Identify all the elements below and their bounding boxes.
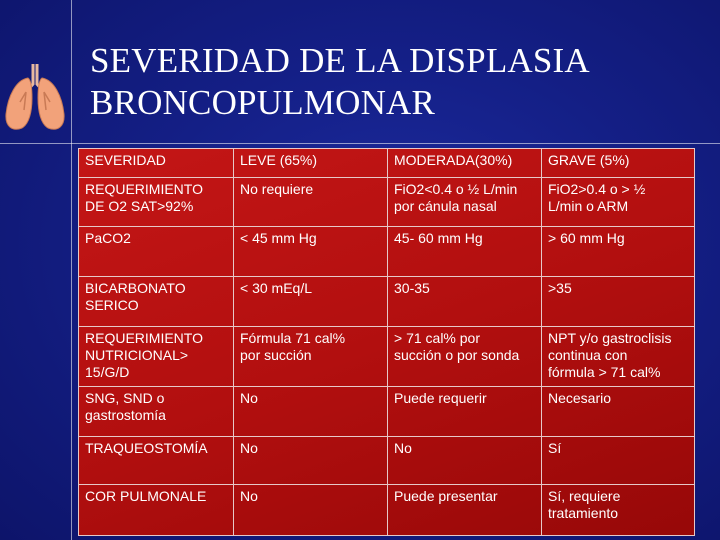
header-cell: GRAVE (5%) xyxy=(542,149,695,178)
table-cell: Puede presentar xyxy=(388,485,542,536)
table-cell: TRAQUEOSTOMÍA xyxy=(79,437,234,485)
table-cell: COR PULMONALE xyxy=(79,485,234,536)
severity-table xyxy=(78,148,694,535)
table-cell: > 71 cal% por succión o por sonda xyxy=(388,327,542,387)
table-cell: < 30 mEq/L xyxy=(234,277,388,327)
header-cell: SEVERIDAD xyxy=(79,149,234,178)
table-row xyxy=(79,327,695,387)
table-row xyxy=(79,437,695,485)
table-cell: FiO2<0.4 o ½ L/min por cánula nasal xyxy=(388,178,542,227)
table-cell: No xyxy=(388,437,542,485)
table-cell: SNG, SND o gastrostomía xyxy=(79,387,234,437)
table-cell: < 45 mm Hg xyxy=(234,227,388,277)
slide-title xyxy=(90,40,690,124)
vertical-divider-line xyxy=(71,0,72,540)
header-cell: MODERADA(30%) xyxy=(388,149,542,178)
title-line-2: BRONCOPULMONAR xyxy=(90,83,436,122)
table-cell: Fórmula 71 cal% por succión xyxy=(234,327,388,387)
table-cell: No xyxy=(234,485,388,536)
table-row xyxy=(79,227,695,277)
table-cell: REQUERIMIENTO NUTRICIONAL> 15/G/D xyxy=(79,327,234,387)
table-cell: 45- 60 mm Hg xyxy=(388,227,542,277)
table-cell: No xyxy=(234,437,388,485)
horizontal-divider-line xyxy=(0,143,720,144)
table-cell: NPT y/o gastroclisis continua con fórmula > 71 cal% xyxy=(542,327,695,387)
table-cell: >35 xyxy=(542,277,695,327)
lungs-icon xyxy=(2,62,68,138)
table-cell: REQUERIMIENTO DE O2 SAT>92% xyxy=(79,178,234,227)
table-row xyxy=(79,178,695,227)
table-header-row xyxy=(79,149,695,178)
table-cell: Necesario xyxy=(542,387,695,437)
table-cell: Puede requerir xyxy=(388,387,542,437)
table-cell: BICARBONATO SERICO xyxy=(79,277,234,327)
table-cell: Sí xyxy=(542,437,695,485)
table-cell: FiO2>0.4 o > ½ L/min o ARM xyxy=(542,178,695,227)
table-row xyxy=(79,277,695,327)
table-cell: 30-35 xyxy=(388,277,542,327)
table-cell: Sí, requiere tratamiento xyxy=(542,485,695,536)
title-line-1: SEVERIDAD DE LA DISPLASIA xyxy=(90,41,590,80)
table-cell: > 60 mm Hg xyxy=(542,227,695,277)
table-cell: No requiere xyxy=(234,178,388,227)
table-cell: No xyxy=(234,387,388,437)
table-row xyxy=(79,387,695,437)
table-cell: PaCO2 xyxy=(79,227,234,277)
header-cell: LEVE (65%) xyxy=(234,149,388,178)
table-row xyxy=(79,485,695,536)
